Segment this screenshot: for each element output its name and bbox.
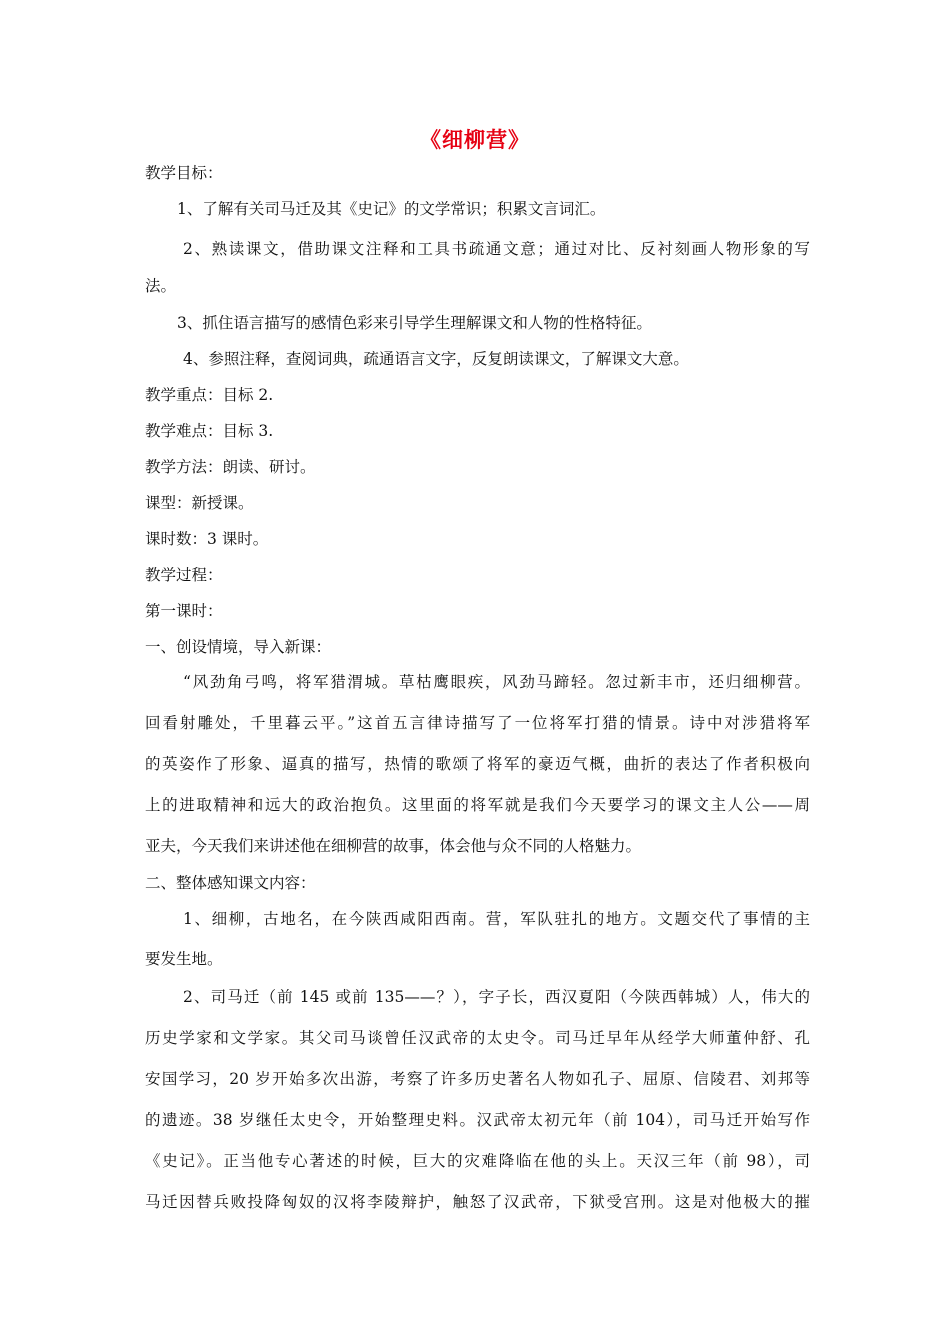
paragraph-line: 回看射雕处，千里暮云平。”这首五言律诗描写了一位将军打猎的情景。诗中对涉猎将军 — [145, 714, 810, 732]
paragraph-line: 法。 — [145, 277, 177, 295]
paragraph-line: 教学方法：朗读、研讨。 — [145, 458, 316, 476]
paragraph-line: 亚夫，今天我们来讲述他在细柳营的故事，体会他与众不同的人格魅力。 — [145, 837, 642, 855]
paragraph-line: 4、参照注释，查阅词典，疏通语言文字，反复朗读课文，了解课文大意。 — [183, 350, 689, 368]
paragraph-line: 要发生地。 — [145, 950, 223, 968]
paragraph-line: 教学重点：目标 2. — [145, 386, 274, 404]
section-heading: 教学目标： — [145, 164, 223, 182]
paragraph-line: 3、抓住语言描写的感情色彩来引导学生理解课文和人物的性格特征。 — [177, 314, 652, 332]
section-heading: 第一课时： — [145, 602, 223, 620]
paragraph-line: 2、熟读课文，借助课文注释和工具书疏通文意；通过对比、反衬刻画人物形象的写 — [183, 240, 810, 258]
paragraph-line: 马迁因替兵败投降匈奴的汉将李陵辩护，触怒了汉武帝，下狱受宫刑。这是对他极大的摧 — [145, 1193, 810, 1211]
paragraph-line: 历史学家和文学家。其父司马谈曾任汉武帝的太史令。司马迁早年从经学大师董仲舒、孔 — [145, 1029, 810, 1047]
paragraph-line: 上的进取精神和远大的政治抱负。这里面的将军就是我们今天要学习的课文主人公——周 — [145, 796, 810, 814]
paragraph-line: 安国学习，20 岁开始多次出游，考察了许多历史著名人物如孔子、屈原、信陵君、刘邦等 — [145, 1070, 810, 1088]
paragraph-line: 《史记》。正当他专心著述的时候，巨大的灾难降临在他的头上。天汉三年（前 98），司 — [145, 1152, 810, 1170]
paragraph-line: 1、细柳，古地名，在今陕西咸阳西南。营，军队驻扎的地方。文题交代了事情的主 — [183, 910, 810, 928]
paragraph-line: 课型：新授课。 — [145, 494, 254, 512]
section-heading: 二、整体感知课文内容： — [145, 874, 316, 892]
paragraph-line: 的遗迹。38 岁继任太史令，开始整理史料。汉武帝太初元年（前 104），司马迁开始写作 — [145, 1111, 810, 1129]
paragraph-line: 的英姿作了形象、逼真的描写，热情的歌颂了将军的豪迈气概，曲折的表达了作者积极向 — [145, 755, 810, 773]
paragraph-line: “风劲角弓鸣，将军猎渭城。草枯鹰眼疾，风劲马蹄轻。忽过新丰市，还归细柳营。 — [183, 673, 810, 691]
document-title: 《细柳营》 — [420, 127, 530, 152]
section-heading: 一、创设情境，导入新课： — [145, 638, 332, 656]
paragraph-line: 教学难点：目标 3. — [145, 422, 274, 440]
paragraph-line: 1、了解有关司马迁及其《史记》的文学常识；积累文言词汇。 — [177, 200, 606, 218]
section-heading: 教学过程： — [145, 566, 223, 584]
paragraph-line: 课时数：3 课时。 — [145, 530, 269, 548]
paragraph-line: 2、司马迁（前 145 或前 135——？），字子长，西汉夏阳（今陕西韩城）人，伟大的 — [183, 988, 810, 1006]
